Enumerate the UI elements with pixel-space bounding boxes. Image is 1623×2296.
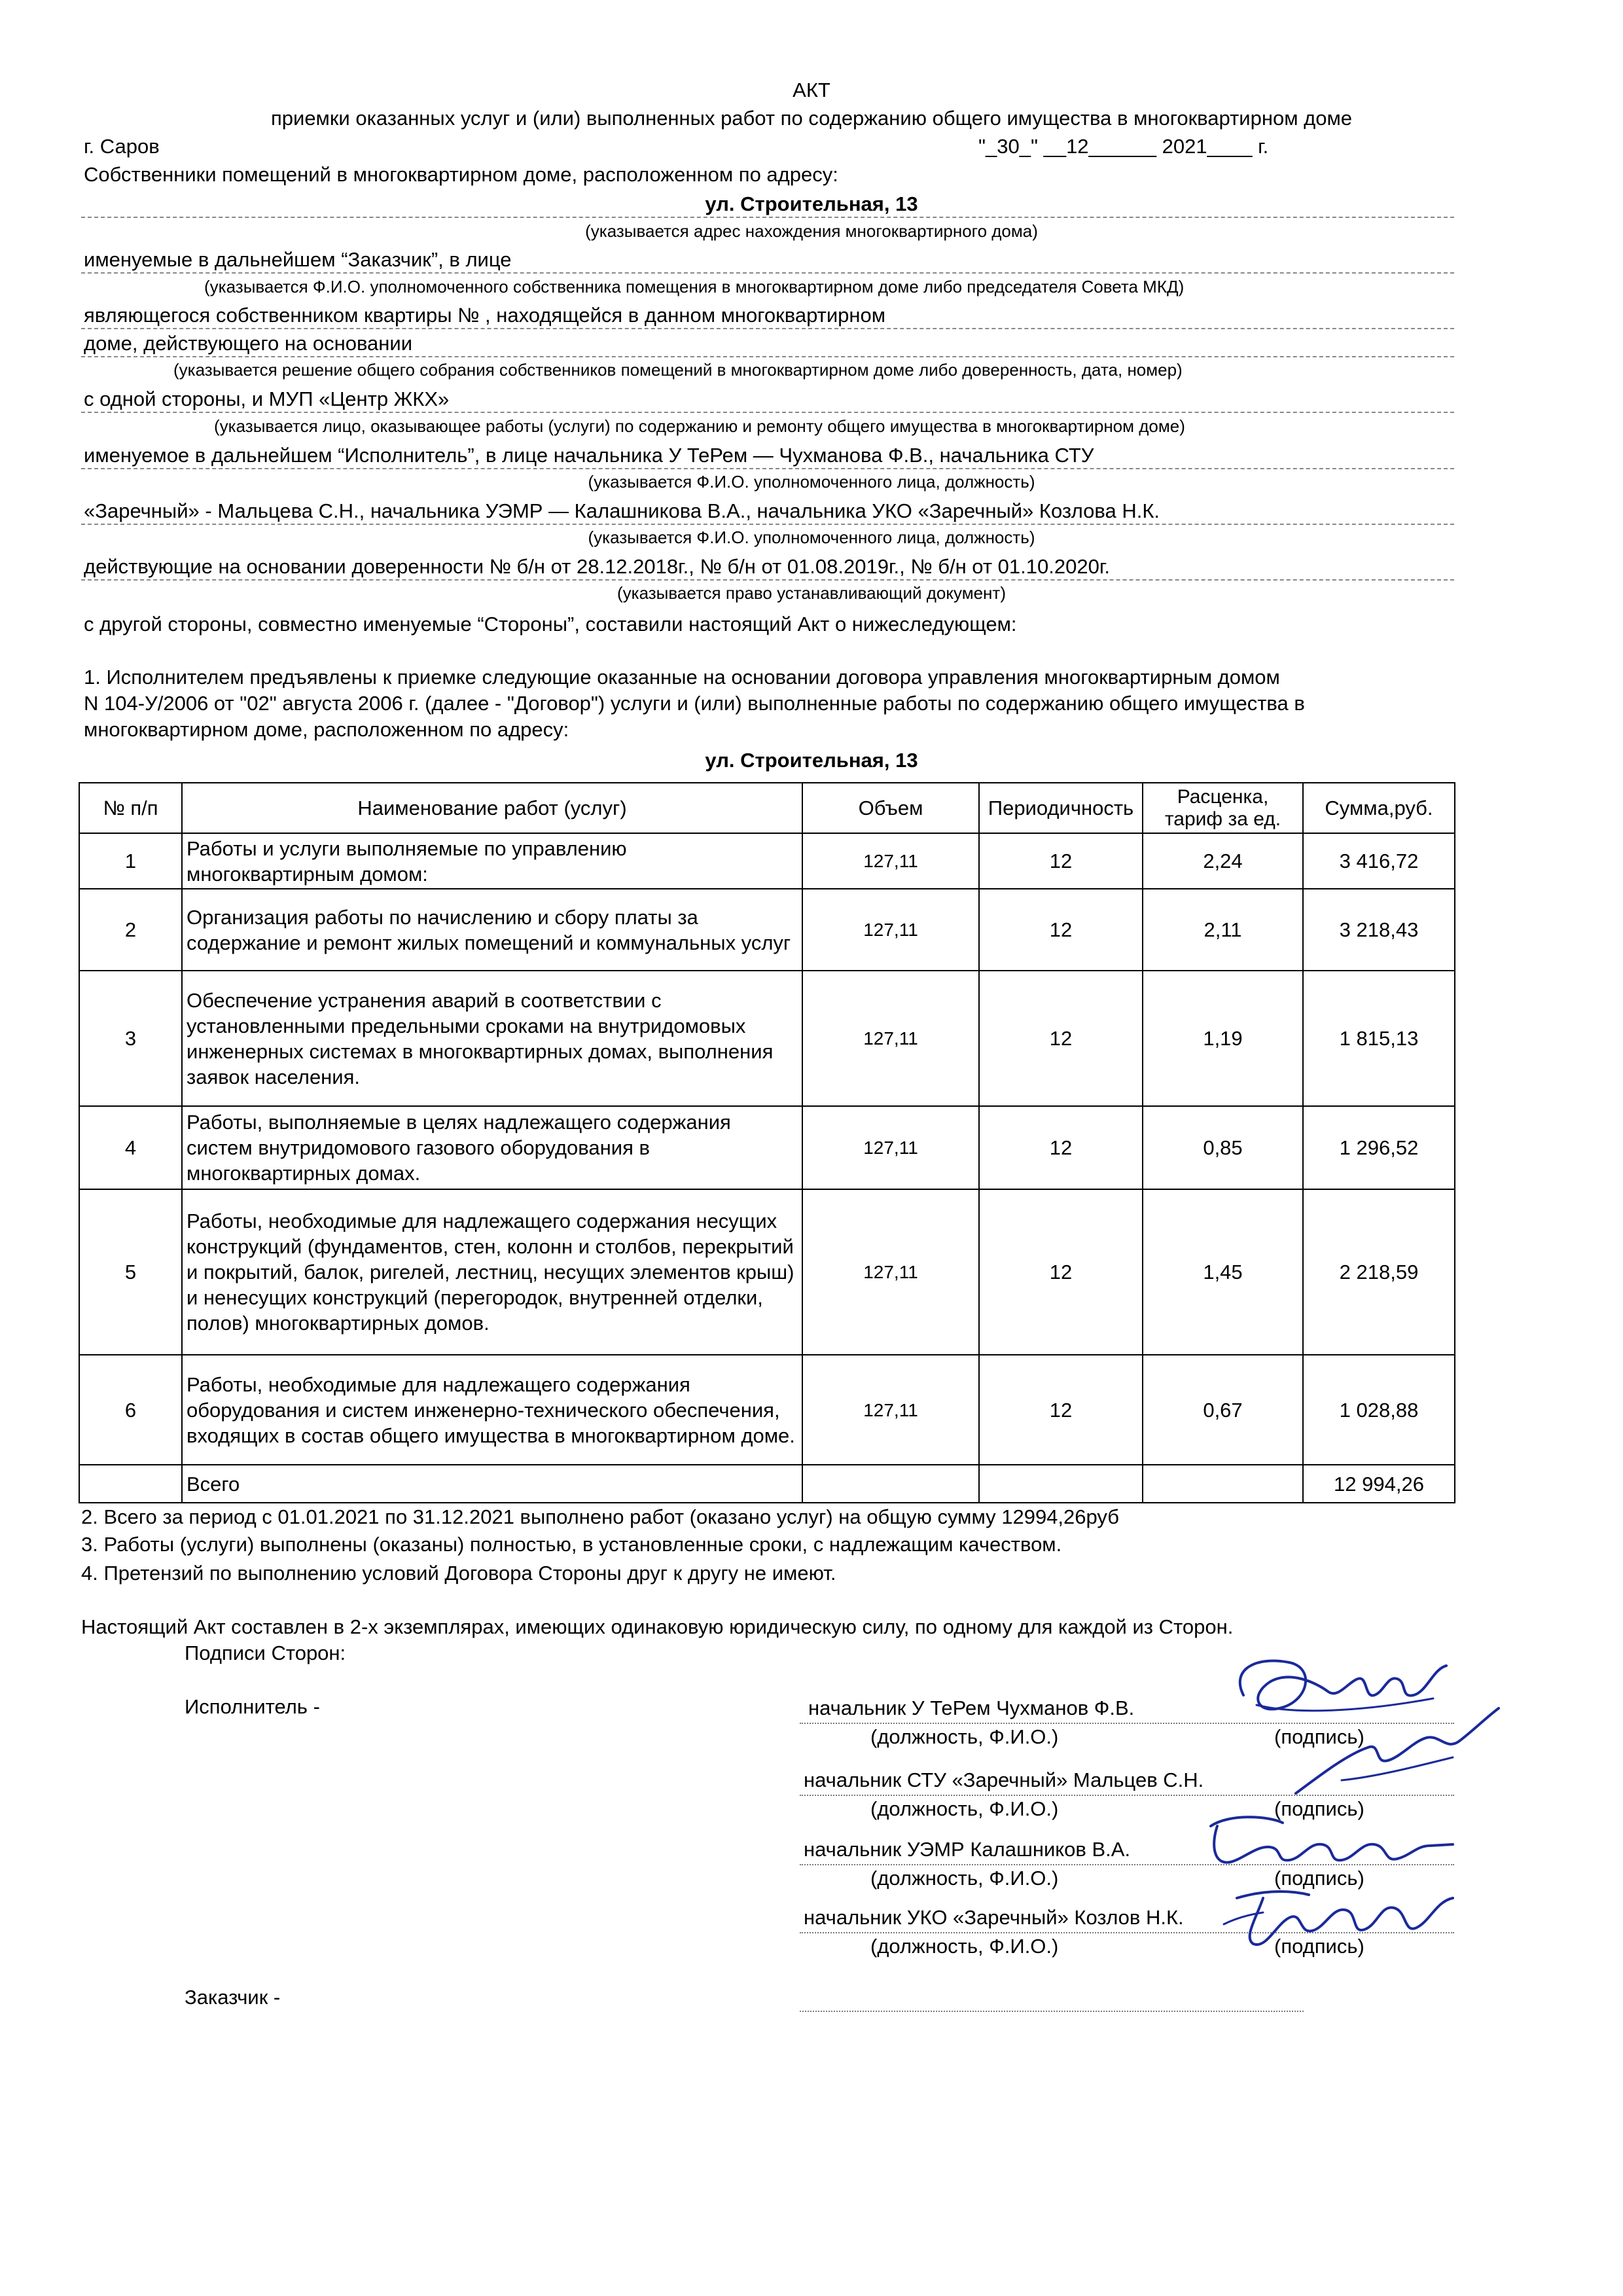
row-volume: 127,11 (802, 1355, 979, 1465)
row-name: Работы, необходимые для надлежащего содержания оборудования и систем инженерно-технического обеспечения, входящих в состав общего имущества в многоквартирном доме. (182, 1355, 802, 1465)
row-num: 3 (79, 971, 182, 1106)
row-num: 1 (79, 833, 182, 889)
clause-1-line-3: многоквартирном доме, расположенном по адресу: (84, 718, 569, 741)
date: "_30_" __12______ 2021____ г. (978, 135, 1269, 158)
row-volume: 127,11 (802, 1189, 979, 1355)
table-row (79, 971, 1455, 1106)
row-name: Организация работы по начислению и сбору платы за содержание и ремонт жилых помещений и коммунальных услуг (182, 889, 802, 971)
header-sum: Сумма,руб. (1303, 783, 1455, 833)
row-rate: 0,67 (1143, 1355, 1303, 1465)
address: ул. Строительная, 13 (705, 192, 918, 215)
row-volume: 127,11 (802, 1106, 979, 1189)
clause-1-line-2: N 104-У/2006 от "02" августа 2006 г. (далее - "Договор") услуги и (или) выполненные работы по содержанию общего имущества в (84, 692, 1305, 715)
table-row (79, 1355, 1455, 1465)
signatures-heading: Подписи Сторон: (185, 1641, 346, 1664)
post-note: (должность, Ф.И.О.) (870, 1797, 1059, 1820)
divider (81, 579, 1454, 581)
total-empty (979, 1465, 1143, 1503)
address-note: (указывается адрес нахождения многоквартирного дома) (585, 221, 1038, 241)
row-period: 12 (979, 889, 1143, 971)
header-period: Периодичность (979, 783, 1143, 833)
row-sum: 1 296,52 (1303, 1106, 1455, 1189)
row-period: 12 (979, 1355, 1143, 1465)
header-volume: Объем (802, 783, 979, 833)
side-line: с одной стороны, и МУП «Центр ЖКХ» (84, 387, 450, 410)
customer-signature-line (800, 2011, 1304, 2012)
post-note: (должность, Ф.И.О.) (870, 1935, 1059, 1958)
clause-3: 3. Работы (услуги) выполнены (оказаны) полностью, в установленные сроки, с надлежащим качеством. (81, 1533, 1062, 1556)
sign-note: (подпись) (1274, 1725, 1364, 1748)
document-subtitle: приемки оказанных услуг и (или) выполненных работ по содержанию общего имущества в многоквартирном доме (270, 107, 1353, 130)
row-name: Работы, необходимые для надлежащего содержания несущих конструкций (фундаментов, стен, колонн и столбов, перекрытий и покрытий, балок, ригелей, лестниц, несущих элементов крыш) и ненесущих конструкций (перегородок, внутренней отделки, полов) многоквартирных домов. (182, 1189, 802, 1355)
city: г. Саров (84, 135, 160, 158)
header-rate-line-2: тариф за ед. (1164, 808, 1281, 830)
row-rate: 0,85 (1143, 1106, 1303, 1189)
power-line: действующие на основании доверенности № б/н от 28.12.2018г., № б/н от 01.08.2019г., № б/н от 01.10.2020г. (84, 555, 1110, 578)
header-name: Наименование работ (услуг) (182, 783, 802, 833)
row-volume: 127,11 (802, 889, 979, 971)
row-rate: 1,45 (1143, 1189, 1303, 1355)
sign-note: (подпись) (1274, 1797, 1364, 1820)
row-period: 12 (979, 971, 1143, 1106)
row-name: Работы, выполняемые в целях надлежащего содержания систем внутридомового газового оборудования в многоквартирных домах. (182, 1106, 802, 1189)
clause-4: 4. Претензий по выполнению условий Договора Стороны друг к другу не имеют. (81, 1562, 836, 1585)
signature-3-icon (1191, 1806, 1466, 1878)
row-period: 12 (979, 1106, 1143, 1189)
row-sum: 3 416,72 (1303, 833, 1455, 889)
table-header-row (79, 783, 1455, 833)
owners-line: Собственники помещений в многоквартирном доме, расположенном по адресу: (84, 163, 838, 186)
divider (81, 356, 1454, 357)
row-sum: 1 028,88 (1303, 1355, 1455, 1465)
header-num: № п/п (79, 783, 182, 833)
customer-note: (указывается Ф.И.О. уполномоченного собственника помещения в многоквартирном доме либо председателя Совета МКД) (204, 277, 1185, 296)
signature-2-icon (1283, 1702, 1505, 1806)
table-row (79, 889, 1455, 971)
divider (81, 468, 1454, 469)
divider (81, 412, 1454, 413)
signature-4-icon (1217, 1872, 1466, 1957)
divider (81, 217, 1454, 218)
row-sum: 1 815,13 (1303, 971, 1455, 1106)
customer-line: именуемые в дальнейшем “Заказчик”, в лице (84, 248, 512, 271)
post-note: (должность, Ф.И.О.) (870, 1867, 1059, 1890)
persons-line: «Заречный» - Мальцева С.Н., начальника УЭМР — Калашникова В.А., начальника УКО «Заречный» Козлова Н.К. (84, 499, 1160, 522)
table-row (79, 1106, 1455, 1189)
basis-line: доме, действующего на основании (84, 332, 413, 355)
executor-line: именуемое в дальнейшем “Исполнитель”, в лице начальника У ТеРем — Чухманова Ф.В., начальника СТУ (84, 444, 1094, 467)
power-note: (указывается право устанавливающий документ) (616, 583, 1006, 603)
signer-4-post: начальник УКО «Заречный» Козлов Н.К. (804, 1906, 1184, 1929)
document-title: АКТ (793, 79, 830, 101)
owner-line: являющегося собственником квартиры № , находящейся в данном многоквартирном (84, 304, 886, 327)
sign-note: (подпись) (1274, 1935, 1364, 1958)
header-rate (1143, 783, 1303, 833)
works-table (79, 782, 1455, 1503)
row-num: 2 (79, 889, 182, 971)
row-name: Работы и услуги выполняемые по управлению многоквартирным домом: (182, 833, 802, 889)
total-empty (1143, 1465, 1303, 1503)
header-rate-line-1: Расценка, (1177, 785, 1269, 808)
table-row (79, 833, 1455, 889)
table-total-row (79, 1465, 1455, 1503)
executor-note: (указывается Ф.И.О. уполномоченного лица, должность) (588, 472, 1035, 492)
sign-note: (подпись) (1274, 1867, 1364, 1890)
row-num: 6 (79, 1355, 182, 1465)
basis-note: (указывается решение общего собрания собственников помещений в многоквартирном доме либо доверенность, дата, номер) (173, 360, 1183, 380)
table-row (79, 1189, 1455, 1355)
clause-2: 2. Всего за период с 01.01.2021 по 31.12.2021 выполнено работ (оказано услуг) на общую сумму 12994,26руб (81, 1505, 1120, 1528)
row-rate: 2,24 (1143, 833, 1303, 889)
divider (81, 272, 1454, 274)
total-sum: 12 994,26 (1303, 1465, 1455, 1503)
total-empty (802, 1465, 979, 1503)
persons-note: (указывается Ф.И.О. уполномоченного лица, должность) (588, 528, 1035, 547)
copies-statement: Настоящий Акт составлен в 2-х экземплярах, имеющих одинаковую юридическую силу, по одному для каждой из Сторон. (81, 1615, 1234, 1638)
clause-1-line-1: 1. Исполнителем предъявлены к приемке следующие оказанные на основании договора управления многоквартирным домом (84, 666, 1280, 689)
row-rate: 2,11 (1143, 889, 1303, 971)
post-note: (должность, Ф.И.О.) (870, 1725, 1059, 1748)
signer-3-post: начальник УЭМР Калашников В.А. (804, 1838, 1131, 1861)
row-period: 12 (979, 1189, 1143, 1355)
divider (81, 328, 1454, 329)
divider (81, 524, 1454, 525)
table-address: ул. Строительная, 13 (705, 749, 918, 772)
signer-1-post: начальник У ТеРем Чухманов Ф.В. (808, 1696, 1135, 1719)
row-period: 12 (979, 833, 1143, 889)
row-num: 4 (79, 1106, 182, 1189)
row-rate: 1,19 (1143, 971, 1303, 1106)
row-volume: 127,11 (802, 833, 979, 889)
other-side-line: с другой стороны, совместно именуемые “Стороны”, составили настоящий Акт о нижеследующем: (84, 613, 1017, 636)
executor-label: Исполнитель - (185, 1695, 320, 1718)
signer-2-post: начальник СТУ «Заречный» Мальцев С.Н. (804, 1768, 1204, 1791)
row-volume: 127,11 (802, 971, 979, 1106)
row-sum: 3 218,43 (1303, 889, 1455, 971)
row-sum: 2 218,59 (1303, 1189, 1455, 1355)
total-empty (79, 1465, 182, 1503)
row-num: 5 (79, 1189, 182, 1355)
row-name: Обеспечение устранения аварий в соответствии с установленными предельными сроками на внутридомовых инженерных системах в многоквартирных домах, выполнения заявок населения. (182, 971, 802, 1106)
customer-label: Заказчик - (185, 1986, 281, 2009)
side-note: (указывается лицо, оказывающее работы (услуги) по содержанию и ремонту общего имущества в многоквартирном доме) (214, 416, 1185, 436)
total-label: Всего (182, 1465, 802, 1503)
